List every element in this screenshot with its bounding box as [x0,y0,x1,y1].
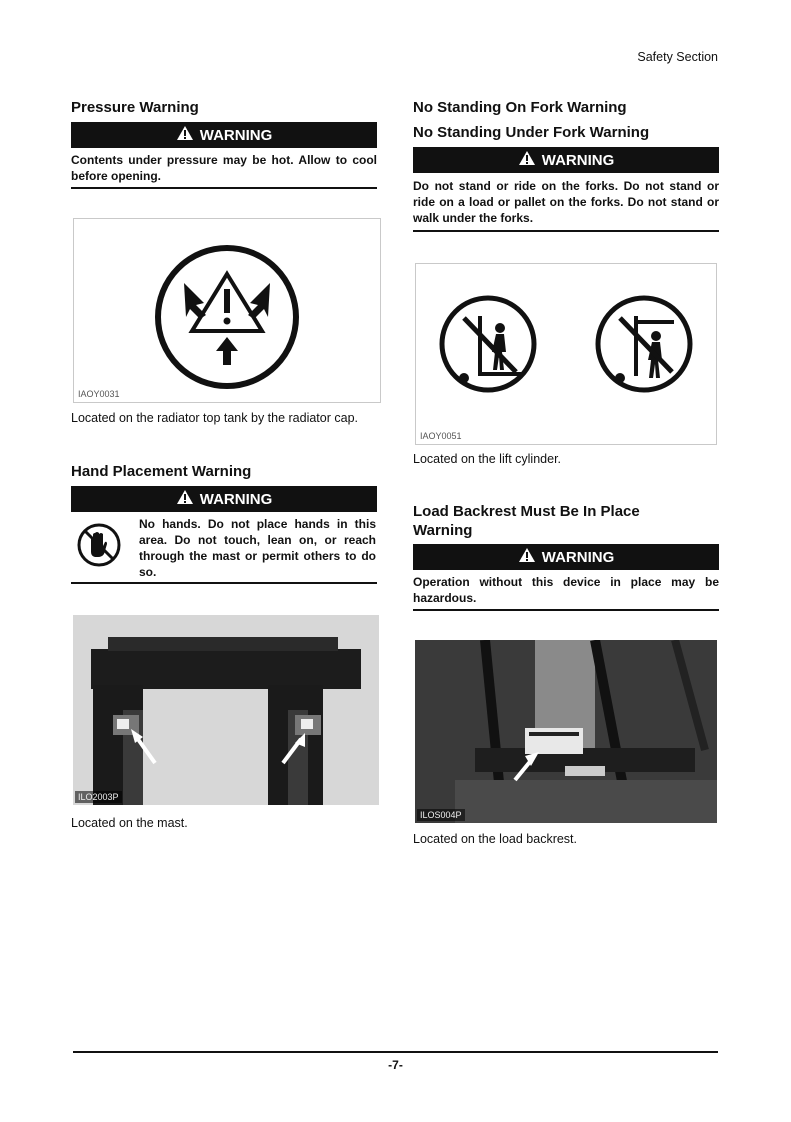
pressure-warning-title: Pressure Warning [71,99,199,116]
warning-triangle-icon [176,125,194,145]
backrest-warning-text: Operation without this device in place may be hazardous. [413,574,719,611]
hand-warning-banner [71,486,377,512]
backrest-caption: Located on the load backrest. [413,832,578,846]
no-standing-on-fork-icon [442,298,534,390]
warning-label: WARNING [541,548,615,566]
section-header: Safety Section [637,50,718,64]
no-standing-under-fork-icon [598,298,690,390]
backrest-warning-banner [413,544,719,570]
fork-warning-banner [413,147,719,173]
fork-warning-text: Do not stand or ride on the forks. Do not stand or ride on a load or pallet on the forks. Do not stand or walk under the forks. [413,178,719,232]
pressure-warning-banner [71,122,377,148]
fork-warning-title-1: No Standing On Fork Warning [413,99,627,116]
warning-triangle-icon [518,150,536,170]
fork-warning-title-2: No Standing Under Fork Warning [413,124,650,141]
backrest-warning-title: Load Backrest Must Be In Place Warning [413,503,640,539]
no-hands-icon [76,522,122,573]
hand-warning-text: No hands. Do not place hands in this area. Do not touch, lean on, or reach through the mast or permit others to do so. [139,517,376,579]
fork-warning-figure [415,263,717,445]
figure-id: ILOS004P [417,809,465,821]
pressure-caption: Located on the radiator top tank by the radiator cap. [71,411,358,425]
figure-id: IAOY0031 [78,389,120,399]
pressure-warning-text: Contents under pressure may be hot. Allow to cool before opening. [71,152,377,189]
warning-triangle-icon [176,489,194,509]
warning-triangle-icon [518,547,536,567]
mast-photo [73,615,379,805]
hand-caption: Located on the mast. [71,816,188,830]
load-backrest-photo [415,640,717,823]
figure-id: IAOY0051 [420,431,462,441]
warning-label: WARNING [199,126,273,144]
pressure-symbol-icon [74,219,380,402]
footer-divider [73,1051,718,1053]
warning-label: WARNING [541,151,615,169]
fork-caption: Located on the lift cylinder. [413,452,562,466]
warning-label: WARNING [199,490,273,508]
page-number: -7- [388,1058,403,1072]
figure-id: ILO2003P [75,791,122,803]
hand-warning-body [71,514,377,584]
hand-warning-title: Hand Placement Warning [71,463,252,480]
pressure-warning-figure [73,218,381,403]
